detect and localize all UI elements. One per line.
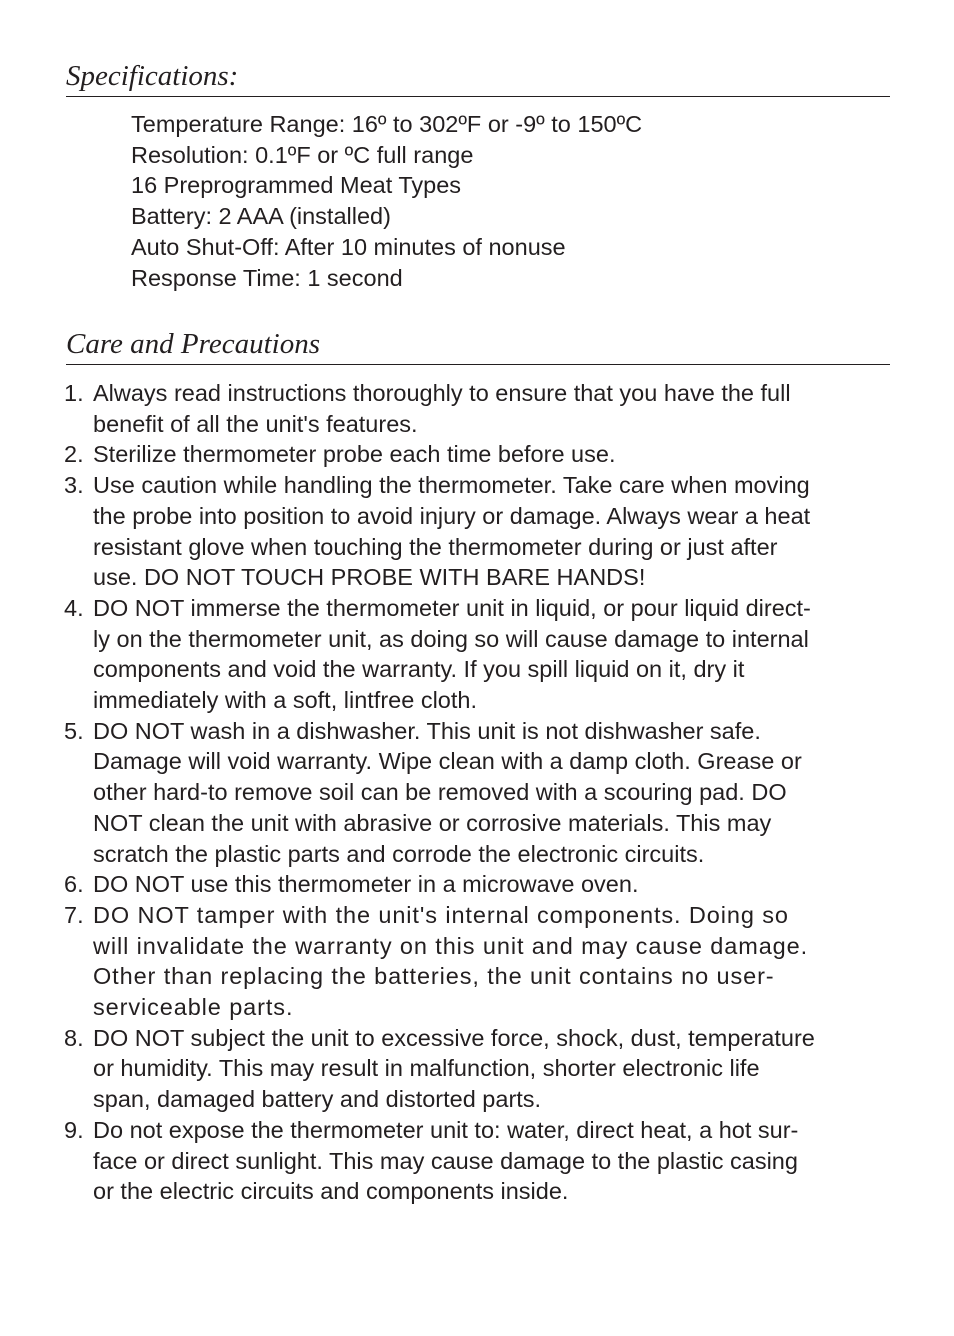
care-item-number: 3. bbox=[64, 472, 84, 499]
care-item-line: serviceable parts. bbox=[93, 994, 294, 1021]
care-item-line: benefit of all the unit's features. bbox=[93, 410, 418, 437]
care-item-number: 2. bbox=[64, 441, 84, 468]
care-item-line: DO NOT wash in a dishwasher. This unit is not dishwasher safe. bbox=[93, 717, 761, 744]
care-item-line: DO NOT immerse the thermometer unit in liquid, or pour liquid direct- bbox=[93, 594, 811, 621]
specifications-heading: Specifications: bbox=[66, 58, 890, 97]
care-item-number: 5. bbox=[64, 717, 84, 744]
care-item-number: 6. bbox=[64, 871, 84, 898]
care-precautions-list bbox=[64, 378, 894, 1207]
care-item-number: 1. bbox=[64, 380, 84, 406]
care-item-text bbox=[93, 439, 894, 470]
care-item-7 bbox=[64, 900, 894, 1023]
care-item-8 bbox=[64, 1023, 894, 1115]
spec-item-temperature-range: Temperature Range: 16º to 302ºF or -9º to 150ºC bbox=[131, 111, 643, 137]
care-item-text bbox=[93, 869, 894, 900]
care-item-text bbox=[93, 593, 894, 716]
care-item-line: face or direct sunlight. This may cause damage to the plastic casing bbox=[93, 1147, 798, 1174]
care-item-text bbox=[93, 1023, 894, 1115]
care-item-2 bbox=[64, 439, 894, 470]
care-item-text bbox=[93, 900, 894, 1023]
care-item-line: ly on the thermometer unit, as doing so will cause damage to internal bbox=[93, 625, 809, 652]
spec-item-auto-shut-off: Auto Shut-Off: After 10 minutes of nonuse bbox=[131, 233, 566, 260]
care-item-number: 4. bbox=[64, 594, 84, 621]
care-item-line: Damage will void warranty. Wipe clean with a damp cloth. Grease or bbox=[93, 748, 802, 775]
care-item-line: span, damaged battery and distorted parts. bbox=[93, 1086, 542, 1113]
care-item-text bbox=[93, 470, 894, 593]
spec-item-meat-types: 16 Preprogrammed Meat Types bbox=[131, 172, 462, 199]
spec-item-resolution: Resolution: 0.1ºF or ºC full range bbox=[131, 141, 474, 168]
care-item-6 bbox=[64, 869, 894, 900]
care-item-4 bbox=[64, 593, 894, 716]
care-item-text bbox=[93, 716, 894, 870]
care-item-line: Other than replacing the batteries, the unit contains no user- bbox=[93, 963, 775, 990]
care-item-line: DO NOT tamper with the unit's internal components. Doing so bbox=[93, 901, 789, 928]
care-item-3 bbox=[64, 470, 894, 593]
care-item-line: Always read instructions thoroughly to ensure that you have the full bbox=[93, 380, 791, 406]
care-item-line: the probe into position to avoid injury or damage. Always wear a heat bbox=[93, 502, 811, 529]
care-item-9 bbox=[64, 1115, 894, 1207]
care-item-line: Use caution while handling the thermometer. Take care when moving bbox=[93, 472, 810, 499]
care-item-line: or humidity. This may result in malfunction, shorter electronic life bbox=[93, 1055, 760, 1082]
specifications-list bbox=[131, 109, 642, 293]
care-item-line: components and void the warranty. If you spill liquid on it, dry it bbox=[93, 656, 745, 683]
care-item-line: Do not expose the thermometer unit to: water, direct heat, a hot sur- bbox=[93, 1116, 799, 1143]
care-item-line: Sterilize thermometer probe each time before use. bbox=[93, 441, 616, 468]
care-item-line: other hard-to remove soil can be removed with a scouring pad. DO bbox=[93, 779, 787, 806]
care-item-text bbox=[93, 1115, 894, 1207]
care-item-number: 9. bbox=[64, 1116, 84, 1143]
care-item-line: will invalidate the warranty on this unit and may cause damage. bbox=[93, 932, 809, 959]
care-item-number: 8. bbox=[64, 1024, 84, 1051]
care-item-line: DO NOT subject the unit to excessive force, shock, dust, temperature bbox=[93, 1024, 815, 1051]
care-item-number: 7. bbox=[64, 901, 84, 928]
care-item-line: immediately with a soft, lintfree cloth. bbox=[93, 687, 477, 714]
spec-item-response-time: Response Time: 1 second bbox=[131, 264, 403, 291]
care-item-line: use. DO NOT TOUCH PROBE WITH BARE HANDS! bbox=[93, 564, 646, 591]
care-item-line: resistant glove when touching the thermometer during or just after bbox=[93, 533, 778, 560]
care-item-line: or the electric circuits and components inside. bbox=[93, 1178, 569, 1205]
care-item-1 bbox=[64, 378, 894, 439]
care-item-line: DO NOT use this thermometer in a microwave oven. bbox=[93, 871, 639, 898]
care-item-5 bbox=[64, 716, 894, 870]
spec-item-battery: Battery: 2 AAA (installed) bbox=[131, 203, 391, 230]
care-item-text bbox=[93, 378, 894, 439]
care-item-line: NOT clean the unit with abrasive or corrosive materials. This may bbox=[93, 809, 772, 836]
care-precautions-heading: Care and Precautions bbox=[66, 326, 890, 365]
care-item-line: scratch the plastic parts and corrode the electronic circuits. bbox=[93, 840, 705, 867]
